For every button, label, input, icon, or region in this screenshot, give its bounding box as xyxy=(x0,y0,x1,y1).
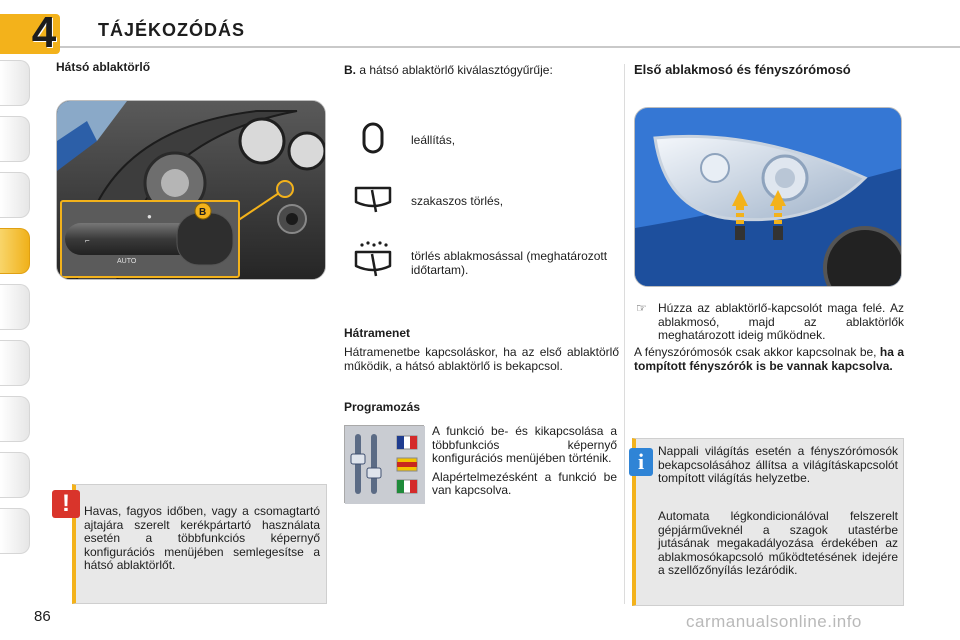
section-title-rear-wiper: Hátsó ablaktörlő xyxy=(56,60,151,74)
side-tab-1[interactable] xyxy=(0,60,30,106)
pointing-hand-icon: ☞ xyxy=(636,301,647,315)
programming-title: Programozás xyxy=(344,400,421,414)
reverse-text: Hátramenetbe kapcsoláskor, ha az első ablaktörlő működik, a hátsó ablaktörlő is bekapcsol. xyxy=(344,345,619,373)
chapter-tab xyxy=(0,0,90,62)
programming-title-wrap xyxy=(344,400,619,414)
side-tab-7[interactable] xyxy=(0,396,30,442)
side-tab-3[interactable] xyxy=(0,172,30,218)
config-menu-image xyxy=(344,425,424,503)
side-tab-2[interactable] xyxy=(0,116,30,162)
watermark: carmanualsonline.info xyxy=(686,612,862,631)
svg-text:●: ● xyxy=(147,212,152,221)
chapter-number: 4 xyxy=(31,8,57,57)
wiper-wash-label: törlés ablakmosással (meghatározott időtartam). xyxy=(411,249,608,277)
side-tab-4-active[interactable] xyxy=(0,228,30,274)
column-divider xyxy=(624,64,625,604)
side-chapter-tabs xyxy=(0,60,32,580)
side-tab-5[interactable] xyxy=(0,284,30,330)
front-washer-title: Első ablakmosó és fényszórómosó xyxy=(634,62,851,77)
programming-p2: Alapértelmezésként a funkció be van kapcsolva. xyxy=(432,469,617,497)
headlamp-washer-condition xyxy=(634,346,904,373)
programming-p1: A funkció be- és kikapcsolása a többfunkciós képernyő konfigurációs menüjében történik. xyxy=(432,424,617,465)
steering-column-photo xyxy=(56,100,326,280)
info-icon: i xyxy=(629,448,653,476)
ring-intro-text: a hátsó ablaktörlő kiválasztógyűrűje: xyxy=(356,63,553,77)
reverse-section xyxy=(344,326,619,373)
wiper-off-icon xyxy=(352,118,396,162)
headlamp-washer-text: A fényszórómosók csak akkor kapcsolnak be, xyxy=(634,345,880,359)
wiper-intermittent-icon xyxy=(352,180,396,224)
wiper-wash-icon xyxy=(352,240,396,284)
steering-column-illustration xyxy=(57,101,326,280)
ring-intro xyxy=(344,63,619,77)
headlamp-illustration xyxy=(635,108,902,287)
side-tab-6[interactable] xyxy=(0,340,30,386)
side-tab-9[interactable] xyxy=(0,508,30,554)
reverse-title: Hátramenet xyxy=(344,326,411,340)
pull-lever-text: Húzza az ablaktörlő-kapcsolót maga felé. Az ablakmosó, majd az ablaktörlők meghatározott ideig működnek. xyxy=(658,301,904,342)
ring-intro-label: B. xyxy=(344,63,356,77)
info-daylight-text: Nappali világítás esetén a fényszórómosók bekapcsolásához állítsa a világításkapcsolót tompított világítás helyzetbe. xyxy=(658,444,898,485)
warning-text: Havas, fagyos időben, vagy a csomagtartó ajtajára szerelt kerékpártartó használata esetén a többfunkciós képernyő konfigurációs menüjében semlegesítse a hátsó ablaktörlőt. xyxy=(84,504,320,572)
programming-text xyxy=(432,425,617,498)
pull-lever-instruction xyxy=(634,302,904,343)
marker-b: B xyxy=(199,207,207,218)
svg-text:AUTO: AUTO xyxy=(117,258,137,265)
wiper-off-label: leállítás, xyxy=(411,133,456,147)
page-title: TÁJÉKOZÓDÁS xyxy=(98,20,246,40)
header-rule xyxy=(60,46,960,48)
svg-text:⌐: ⌐ xyxy=(85,236,90,245)
headlamp-washer-bold: ha a tompított fényszórók is be vannak kapcsolva. xyxy=(634,345,904,373)
column-rear-wiper xyxy=(56,60,328,74)
side-tab-8[interactable] xyxy=(0,452,30,498)
info-aircon-text: Automata légkondicionálóval felszerelt gépjárműveknél a szagok utastérbe jutásának megakadályozása érdekében az ablakmosókapcsoló működtetésének idejére a szellőzőnyílás lezáródik. xyxy=(658,509,898,577)
headlamp-photo xyxy=(634,107,902,287)
page-number: 86 xyxy=(34,608,51,625)
wiper-intermittent-label: szakaszos törlés, xyxy=(411,194,504,208)
warning-icon: ! xyxy=(52,490,80,518)
